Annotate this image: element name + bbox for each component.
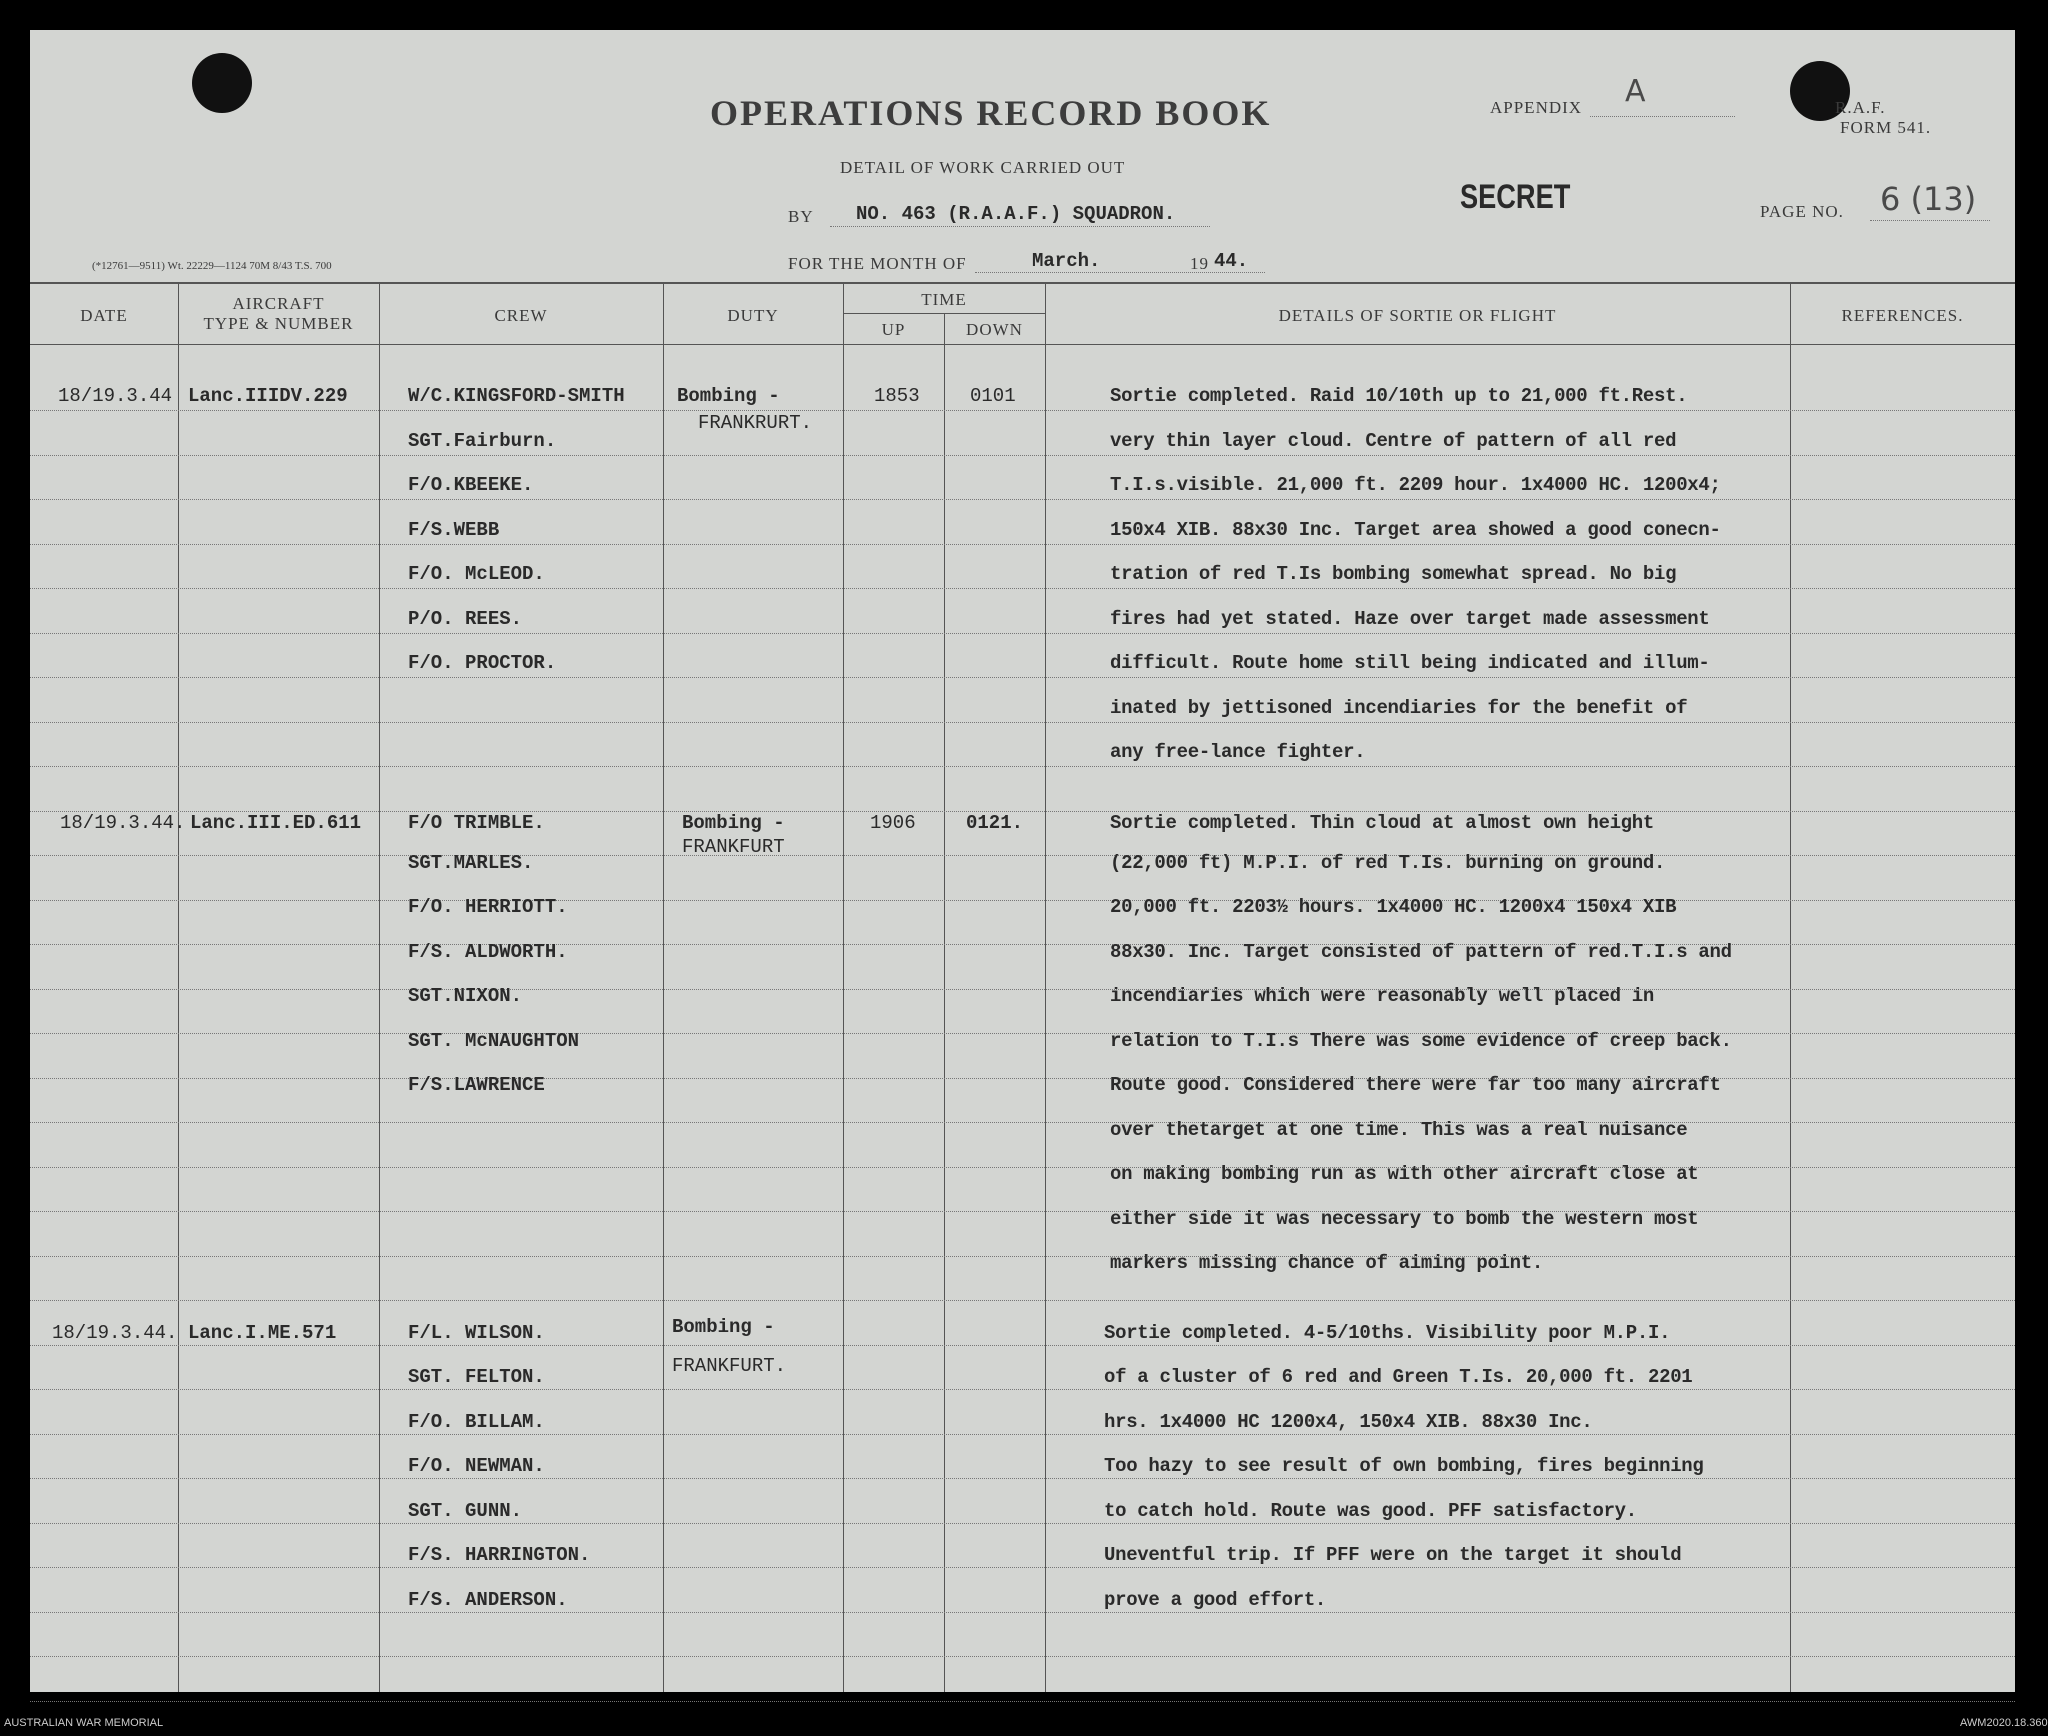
- sortie-aircraft: Lanc.IIIDV.229: [188, 385, 348, 407]
- ledger-rule: [30, 1167, 2015, 1168]
- sortie-duty: Bombing -: [677, 385, 780, 407]
- crew-member: F/O.KBEEKE.: [408, 474, 534, 496]
- appendix-label: APPENDIX: [1490, 98, 1583, 117]
- form-number: FORM 541.: [1840, 118, 1932, 137]
- footer-accession: AWM2020.18.360: [1960, 1717, 2048, 1729]
- punch-hole-left: [192, 53, 252, 113]
- ledger-rule: [30, 588, 2015, 589]
- detail-line: any free-lance fighter.: [1110, 741, 1366, 763]
- table-top-rule: [30, 282, 2015, 284]
- appendix-value: A: [1625, 74, 1646, 109]
- crew-member: P/O. REES.: [408, 608, 523, 630]
- detail-line: markers missing chance of aiming point.: [1110, 1252, 1543, 1274]
- detail-line: hrs. 1x4000 HC 1200x4, 150x4 XIB. 88x30 Inc.: [1104, 1411, 1593, 1433]
- year-suffix: 44.: [1214, 250, 1249, 272]
- col-rule: [843, 282, 844, 1692]
- sortie-duty: Bombing -: [682, 812, 785, 834]
- col-time: TIME: [921, 290, 967, 309]
- crew-member: SGT. GUNN.: [408, 1500, 523, 1522]
- page-line: [1870, 220, 1990, 221]
- ledger-rule: [30, 633, 2015, 634]
- squadron-line: [830, 226, 1210, 227]
- detail-line: prove a good effort.: [1104, 1589, 1327, 1611]
- footer-credit: AUSTRALIAN WAR MEMORIAL: [4, 1717, 164, 1729]
- crew-member: F/S. ALDWORTH.: [408, 941, 568, 963]
- crew-member: F/S. ANDERSON.: [408, 1589, 568, 1611]
- ledger-rule: [30, 410, 2015, 411]
- sortie-date: 18/19.3.44.: [52, 1322, 178, 1344]
- col-references: REFERENCES.: [1841, 306, 1964, 325]
- ledger-rule: [30, 1389, 2015, 1390]
- detail-line: to catch hold. Route was good. PFF satisfactory.: [1104, 1500, 1637, 1522]
- detail-line: over thetarget at one time. This was a real nuisance: [1110, 1119, 1688, 1141]
- col-rule: [944, 313, 945, 1692]
- time-up: 1853: [874, 385, 920, 407]
- detail-line: fires had yet stated. Haze over target made assessment: [1110, 608, 1710, 630]
- crew-member: F/O. McLEOD.: [408, 563, 545, 585]
- col-up: UP: [881, 320, 906, 339]
- detail-line: very thin layer cloud. Centre of pattern of all red: [1110, 430, 1677, 452]
- year-prefix: 19: [1190, 254, 1209, 273]
- ledger-rule: [30, 455, 2015, 456]
- crew-member: SGT.MARLES.: [408, 852, 534, 874]
- ledger-rule: [30, 855, 2015, 856]
- detail-line: Sortie completed. 4-5/10ths. Visibility poor M.P.I.: [1104, 1322, 1671, 1344]
- appendix-line: [1590, 116, 1735, 117]
- by-label: BY: [788, 207, 814, 226]
- crew-member: F/O TRIMBLE.: [408, 812, 545, 834]
- detail-line: 88x30. Inc. Target consisted of pattern of red.T.I.s and: [1110, 941, 1732, 963]
- page-title: OPERATIONS RECORD BOOK: [710, 93, 1272, 133]
- crew-member: F/O. HERRIOTT.: [408, 896, 568, 918]
- sortie-target: FRANKFURT.: [672, 1355, 787, 1377]
- ledger-rule: [30, 900, 2015, 901]
- col-rule: [1045, 282, 1046, 1692]
- ledger-rule: [30, 1122, 2015, 1123]
- col-aircraft-2: TYPE & NUMBER: [203, 314, 354, 333]
- detail-line: either side it was necessary to bomb the western most: [1110, 1208, 1699, 1230]
- crew-member: SGT.Fairburn.: [408, 430, 557, 452]
- crew-member: F/L. WILSON.: [408, 1322, 545, 1344]
- crew-member: F/S. HARRINGTON.: [408, 1544, 591, 1566]
- crew-member: F/O. BILLAM.: [408, 1411, 545, 1433]
- crew-member: F/O. NEWMAN.: [408, 1455, 545, 1477]
- crew-member: F/S.WEBB: [408, 519, 500, 541]
- detail-line: of a cluster of 6 red and Green T.Is. 20,000 ft. 2201: [1104, 1366, 1693, 1388]
- month-line: [975, 272, 1265, 273]
- detail-line: Sortie completed. Raid 10/10th up to 21,000 ft.Rest.: [1110, 385, 1688, 407]
- detail-line: on making bombing run as with other aircraft close at: [1110, 1163, 1699, 1185]
- ledger-rule: [30, 1256, 2015, 1257]
- ledger-rule: [30, 544, 2015, 545]
- detail-line: 150x4 XIB. 88x30 Inc. Target area showed a good conecn-: [1110, 519, 1721, 541]
- ledger-rule: [30, 1300, 2015, 1301]
- detail-line: Uneventful trip. If PFF were on the target it should: [1104, 1544, 1682, 1566]
- detail-line: T.I.s.visible. 21,000 ft. 2209 hour. 1x4000 HC. 1200x4;: [1110, 474, 1721, 496]
- header-bottom-rule: [30, 344, 2015, 345]
- col-down: DOWN: [966, 320, 1023, 339]
- sortie-duty: Bombing -: [672, 1316, 775, 1338]
- month-value: March.: [1032, 250, 1101, 272]
- subtitle: DETAIL OF WORK CARRIED OUT: [840, 158, 1126, 177]
- ledger-rule: [30, 1612, 2015, 1613]
- detail-line: Route good. Considered there were far too many aircraft: [1110, 1074, 1721, 1096]
- sortie-aircraft: Lanc.III.ED.611: [190, 812, 362, 834]
- page-value: 6 (13): [1880, 180, 1977, 218]
- col-details: DETAILS OF SORTIE OR FLIGHT: [1278, 306, 1557, 325]
- col-crew: CREW: [494, 306, 548, 325]
- detail-line: inated by jettisoned incendiaries for the benefit of: [1110, 697, 1688, 719]
- time-down: 0101: [970, 385, 1016, 407]
- detail-line: incendiaries which were reasonably well placed in: [1110, 985, 1654, 1007]
- detail-line: Sortie completed. Thin cloud at almost own height: [1110, 812, 1654, 834]
- col-rule: [1790, 282, 1791, 1692]
- ledger-rule: [30, 766, 2015, 767]
- detail-line: relation to T.I.s There was some evidence of creep back.: [1110, 1030, 1732, 1052]
- col-aircraft-1: AIRCRAFT: [232, 294, 325, 313]
- squadron-name: NO. 463 (R.A.A.F.) SQUADRON.: [856, 203, 1176, 225]
- print-code: (*12761—9511) Wt. 22229—1124 70M 8/43 T.S. 700: [92, 260, 332, 272]
- crew-member: F/O. PROCTOR.: [408, 652, 557, 674]
- ledger-rule: [30, 1523, 2015, 1524]
- page-label: PAGE NO.: [1760, 202, 1844, 221]
- detail-line: (22,000 ft) M.P.I. of red T.Is. burning on ground.: [1110, 852, 1666, 874]
- detail-line: difficult. Route home still being indicated and illum-: [1110, 652, 1710, 674]
- raf-label: R.A.F.: [1835, 98, 1886, 117]
- time-down: 0121.: [966, 812, 1024, 834]
- crew-member: F/S.LAWRENCE: [408, 1074, 545, 1096]
- month-label: FOR THE MONTH OF: [788, 254, 967, 273]
- ledger-rule: [30, 722, 2015, 723]
- col-rule: [379, 282, 380, 1692]
- ledger-rule: [30, 1211, 2015, 1212]
- sortie-target: FRANKRURT.: [698, 412, 813, 434]
- sortie-date: 18/19.3.44.: [60, 812, 186, 834]
- col-rule: [663, 282, 664, 1692]
- crew-member: SGT. McNAUGHTON: [408, 1030, 580, 1052]
- col-rule: [178, 282, 179, 1692]
- ledger-rule: [30, 1701, 2015, 1702]
- ledger-rule: [30, 1656, 2015, 1657]
- crew-member: SGT. FELTON.: [408, 1366, 545, 1388]
- ledger-rule: [30, 677, 2015, 678]
- col-date: DATE: [80, 306, 128, 325]
- ledger-rule: [30, 1567, 2015, 1568]
- sortie-target: FRANKFURT: [682, 836, 785, 858]
- ledger-rule: [30, 1345, 2015, 1346]
- sortie-date: 18/19.3.44: [58, 385, 173, 407]
- secret-stamp: SECRET: [1460, 178, 1571, 216]
- crew-member: W/C.KINGSFORD-SMITH: [408, 385, 625, 407]
- detail-line: 20,000 ft. 2203½ hours. 1x4000 HC. 1200x4 150x4 XIB: [1110, 896, 1677, 918]
- ledger-rule: [30, 499, 2015, 500]
- detail-line: tration of red T.Is bombing somewhat spread. No big: [1110, 563, 1677, 585]
- sortie-aircraft: Lanc.I.ME.571: [188, 1322, 337, 1344]
- ledger-rule: [30, 989, 2015, 990]
- detail-line: Too hazy to see result of own bombing, fires beginning: [1104, 1455, 1704, 1477]
- record-sheet: [30, 30, 2015, 1692]
- crew-member: SGT.NIXON.: [408, 985, 523, 1007]
- ledger-rule: [30, 1434, 2015, 1435]
- ledger-rule: [30, 1478, 2015, 1479]
- col-duty: DUTY: [727, 306, 779, 325]
- time-up: 1906: [870, 812, 916, 834]
